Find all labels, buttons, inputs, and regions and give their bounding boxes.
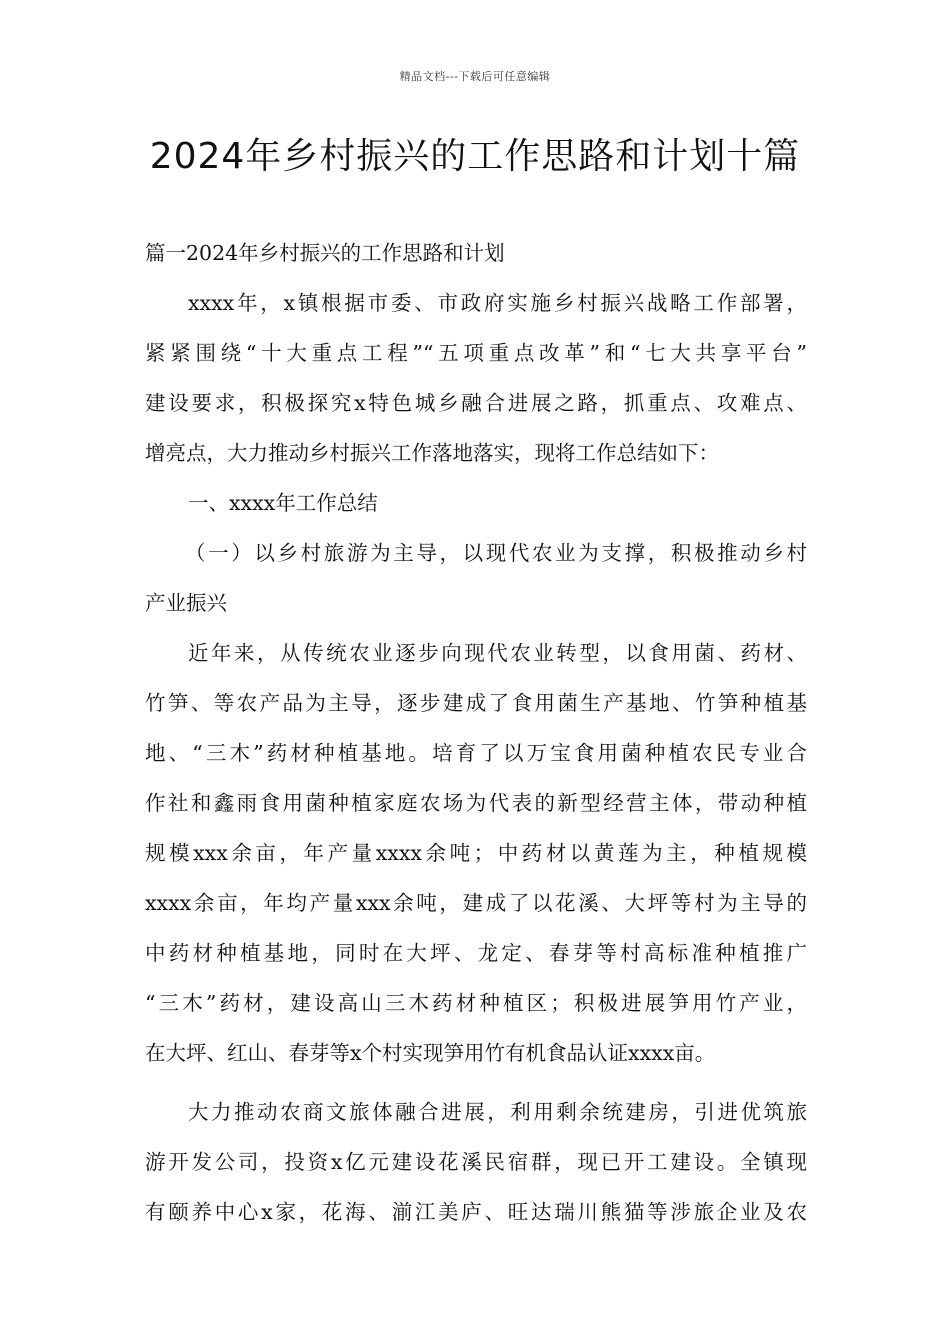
- document-title: 2024年乡村振兴的工作思路和计划十篇: [149, 136, 801, 177]
- paragraph-line: 竹笋、等农产品为主导，逐步建成了食用菌生产基地、竹笋种植基: [145, 691, 807, 715]
- paragraph-line: 增亮点，大力推动乡村振兴工作落地落实，现将工作总结如下：: [145, 441, 719, 465]
- paragraph-line: 作社和鑫雨食用菌种植家庭农场为代表的新型经营主体，带动种植: [145, 791, 807, 815]
- paragraph-line: 建设要求，积极探究x特色城乡融合进展之路，抓重点、攻难点、: [145, 391, 807, 415]
- header-note: 精品文档---下载后可任意编辑: [399, 70, 551, 83]
- paragraph-line: 大力推动农商文旅体融合进展，利用剩余统建房，引进优筑旅: [188, 1100, 807, 1124]
- paragraph-line: 游开发公司，投资x亿元建设花溪民宿群，现已开工建设。全镇现: [145, 1150, 807, 1174]
- paragraph-line: 中药材种植基地，同时在大坪、龙定、春芽等村高标准种植推广: [145, 941, 807, 965]
- paragraph-line: 有颐养中心x家，花海、湔江美庐、旺达瑞川熊猫等涉旅企业及农: [145, 1200, 807, 1224]
- paragraph-line: xxxx年，x镇根据市委、市政府实施乡村振兴战略工作部署，: [188, 291, 807, 315]
- subsection-heading-line: 产业振兴: [145, 591, 227, 615]
- paragraph-line: 紧紧围绕“十大重点工程”“五项重点改革”和“七大共享平台”: [145, 341, 807, 365]
- subsection-heading: 一、xxxx年工作总结: [188, 491, 378, 515]
- document-body: [145, 228, 807, 1237]
- paragraph-line: 地、“三木”药材种植基地。培育了以万宝食用菌种植农民专业合: [145, 741, 807, 765]
- paragraph-line: xxxx余亩，年均产量xxx余吨，建成了以花溪、大坪等村为主导的: [145, 891, 807, 915]
- paragraph-line: 规模xxx余亩，年产量xxxx余吨；中药材以黄莲为主，种植规模: [145, 841, 807, 865]
- subsection-heading-line: （一）以乡村旅游为主导，以现代农业为支撑，积极推动乡村: [185, 541, 807, 565]
- paragraph-line: “三木”药材，建设高山三木药材种植区；积极进展笋用竹产业，: [145, 991, 807, 1015]
- paragraph-line: 在大坪、红山、春芽等x个村实现笋用竹有机食品认证xxxx亩。: [145, 1041, 716, 1065]
- paragraph-line: 近年来，从传统农业逐步向现代农业转型，以食用菌、药材、: [188, 641, 807, 665]
- section-heading: 篇一2024年乡村振兴的工作思路和计划: [145, 241, 505, 265]
